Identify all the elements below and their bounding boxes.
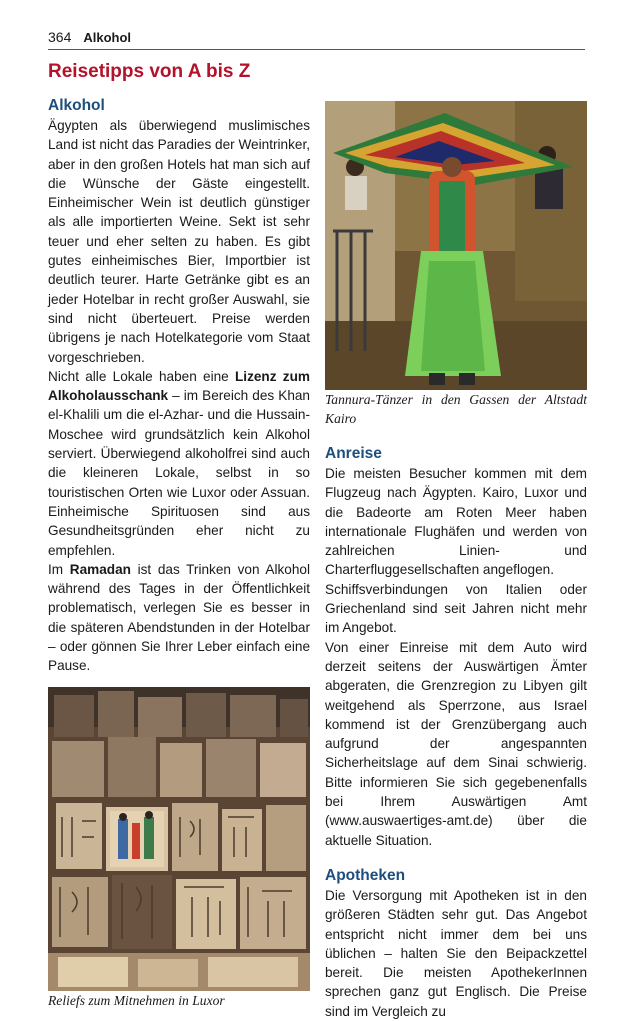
heading-anreise: Anreise xyxy=(325,445,382,462)
photo-reliefs xyxy=(48,687,310,991)
alkohol-paragraph-2: Nicht alle Lokale haben eine Lizenz zum Alkoholausschank – im Bereich des Khan el-Khalili um die el-Azhar- und die Hussain-Moschee wird grundsätzlich kein Alkohol serviert. Überwiegend alkoholfrei sind auch die kleineren Lokale, selbst in so touristischen Orten wie Luxor oder Assuan. Einheimische Spirituosen sind aus Gesundheitsgründen eher nicht zu empfehlen. xyxy=(48,368,310,558)
heading-apotheken: Apotheken xyxy=(325,866,406,884)
caption-reliefs: Reliefs zum Mitnehmen in Luxor xyxy=(48,992,225,1008)
anreise-paragraph-1: Die meisten Besucher kommen mit dem Flugzeug nach Ägypten. Kairo, Luxor und die Badeorte am Roten Meer haben internationale Flughäfen und werden von zahlreichen Linien- und Charterfluggesellschaften angeflogen. xyxy=(325,466,587,578)
alkohol-paragraph-3: Im Ramadan ist das Trinken von Alkohol während des Tages in der Öffentlichkeit problematisch, verlegen Sie es besser in die späteren Abendstunden in der Hotelbar – oder gönnen Sie Ihrer Leber einfach eine Pause. xyxy=(48,561,310,674)
alkohol-paragraph-1: Ägypten als überwiegend muslimisches Land ist nicht das Paradies der Weintrinker, aber in den großen Hotels hat man sich auf die Wünsche der Gäste eingestellt. Einheimischer Wein ist deutlich günstiger als alle importierten Weine. Sekt ist sehr teuer und eher selten zu haben. Es gibt gutes einheimisches Bier, Importbier ist deutlich teurer. Harte Getränke gibt es an jeder Hotelbar in recht großer Auswahl, sie sind nicht überteuert. Preise werden übrigens je nach Hotelkategorie vom Staat vorgeschrieben. xyxy=(48,118,310,365)
anreise-paragraph-3: Von einer Einreise mit dem Auto wird derzeit seitens der Auswärtigen Ämter abgeraten, die Grenzregion zu Libyen gilt weitgehend als Sperrzone, aus Israel kommend ist der Grenzübergang auch aufgrund der angespannten Sicherheitslage auf dem Sinai schwierig. Bitte informieren Sie sich gegebenenfalls bei Ihrem Auswärtigen Amt (www.auswaertiges-amt.de) über die aktuelle Situation. xyxy=(325,639,587,848)
running-header xyxy=(48,29,585,50)
right-column xyxy=(325,101,587,1021)
page-number: 364 xyxy=(48,29,72,45)
tannura-dancer-illustration xyxy=(325,101,587,390)
left-column xyxy=(48,96,310,1010)
keyword-lizenz: Lizenz zum Alkoholausschank xyxy=(48,368,310,404)
reliefs-illustration xyxy=(48,687,310,991)
keyword-ramadan: Ramadan xyxy=(69,561,131,577)
apotheken-paragraph-1: Die Versorgung mit Apotheken ist in den größeren Städten sehr gut. Das Angebot entspricht nicht immer dem bei uns üblichen – halten Sie den Beipackzettel bereit. Die meisten ApothekerInnen sprechen ganz gut Englisch. Die Preise sind im Vergleich zu xyxy=(325,887,587,1019)
heading-alkohol: Alkohol xyxy=(48,97,105,114)
anreise-paragraph-2: Schiffsverbindungen von Italien oder Griechenland sind seit Jahren nicht mehr im Angebot. xyxy=(325,581,587,636)
running-section-title: Alkohol xyxy=(83,30,132,45)
section-title: Reisetipps von A bis Z xyxy=(48,61,251,82)
photo-tannura xyxy=(325,101,587,390)
caption-tannura: Tannura-Tänzer in den Gassen der Altstadt Kairo xyxy=(325,392,587,426)
